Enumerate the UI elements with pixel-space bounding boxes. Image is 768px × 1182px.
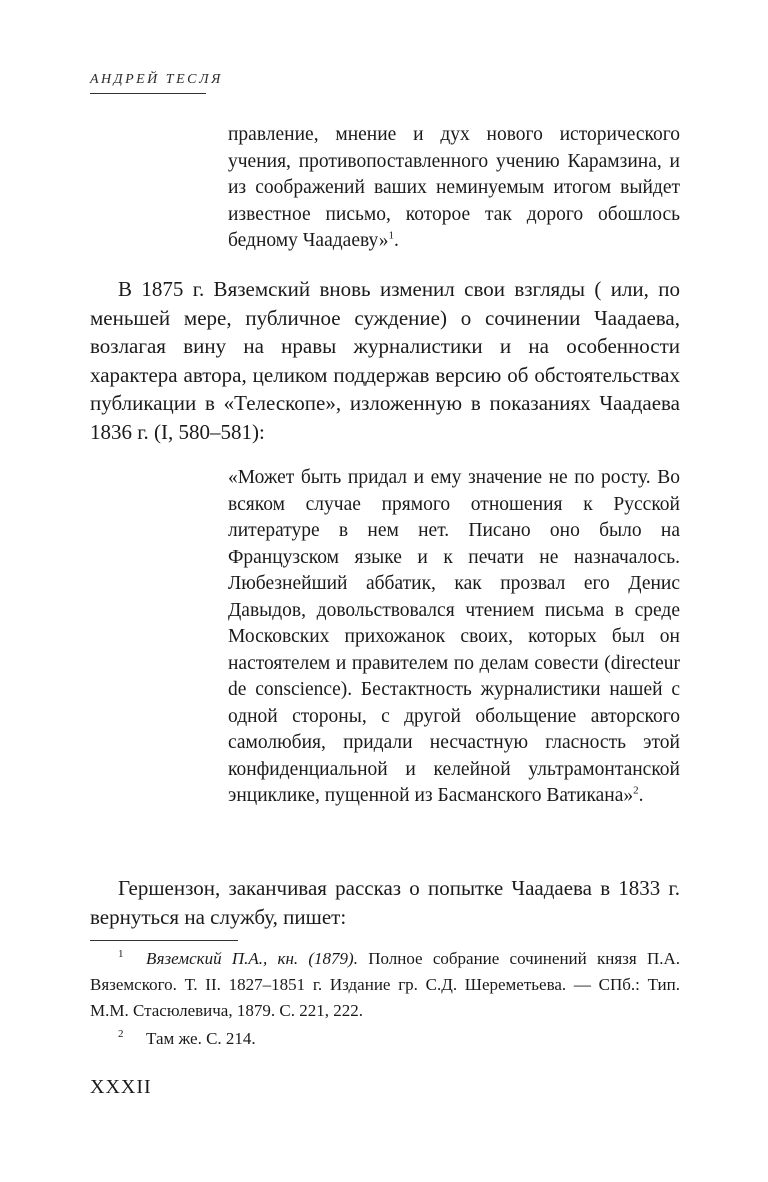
footnote-rule (90, 940, 238, 941)
paragraph-2: Гершензон, заканчивая рассказ о попытке Чаадаева в 1833 г. вернуться на службу, пишет: (90, 876, 680, 929)
note-ref-2[interactable]: 2 (633, 784, 639, 797)
footnote-1-text: Полное собрание сочинений князя П.А. Вяземского. Т. II. 1827–1851 г. Издание гр. С.Д. Шереметьева. — СПб.: Тип. М.М. Стасюлевича, 1879. С. 221, 222. (90, 949, 681, 1020)
block-quote-1: правление, мнение и дух нового исторического учения, противопоставленного учению Карамзина, и из соображений ваших неминуемым итогом выйдет известное письмо, которое так дорого обошлось бедному Чаадаеву»$^1$. (228, 124, 680, 251)
running-head-rule (90, 93, 206, 94)
footnote-1: 1 Вяземский П.А., кн. (1879). Полное собрание сочинений князя П.А. Вяземского. Т. II. 1827–1851 г. Издание гр. С.Д. Шереметьева. — СПб.: Тип. М.М. Стасюлевича, 1879. С. 221, 222. (90, 948, 681, 1020)
running-head: АНДРЕЙ ТЕСЛЯ (90, 72, 223, 87)
footnote-1-author: Вяземский П.А., кн. (1879). (146, 949, 358, 968)
note-ref-1[interactable]: 1 (388, 229, 395, 242)
footnote-2-text: Там же. С. 214. (146, 1029, 256, 1048)
block-quote-1-text: правление, мнение и дух нового исторического учения, противопоставленного учению Карамзина, и из соображений ваших неминуемым итогом выйдет известное письмо, которое так дорого обошлось бедному Чаадаеву» (228, 124, 680, 251)
block-quote-2: «Может быть придал и ему значение не по росту. Во всяком случае прямого отношения к Русской литературе в нем нет. Писано оно было на Французском языке и к печати не назначалось. Любезнейший аббатик, как прозвал его Денис Давыдов, довольствовался чтением письма в среде Московских прихожанок своих, которых был он настоятелем и правителем по делам совести (directeur de conscience). Бестактность журналистики нашей с одной стороны, с другой обольщение авторского самолюбия, придали несчастную гласность этой конфиденциальной и келейной ультрамонтанской энциклике, пущенной из Басманского Ватикана»$^2$. (228, 467, 680, 806)
page-number: XXXII (90, 1076, 152, 1098)
paragraph-1: В 1875 г. Вяземский вновь изменил свои взгляды ( или, по меньшей мере, публичное суждение) о сочинении Чаадаева, возлагая вину на нравы журналистики и на особенности характера автора, целиком поддержав версию об обстоятельствах публикации в «Телескопе», изложенную в показаниях Чаадаева 1836 г. (I, 580–581): (90, 277, 680, 444)
footnote-2: 2 Там же. С. 214. (118, 1028, 256, 1048)
block-quote-2-text: «Может быть придал и ему значение не по росту. Во всяком случае прямого отношения к Русской литературе в нем нет. Писано оно было на Французском языке и к печати не назначалось. Любезнейший аббатик, как прозвал его Денис Давыдов, довольствовался чтением письма в среде Московских прихожанок своих, которых был он настоятелем и правителем по делам совести (directeur de conscience). Бестактность журналистики нашей с одной стороны, с другой обольщение авторского самолюбия, придали несчастную гласность этой конфиденциальной и келейной ультрамонтанской энциклике, пущенной из Басманского Ватикана» (228, 467, 680, 806)
